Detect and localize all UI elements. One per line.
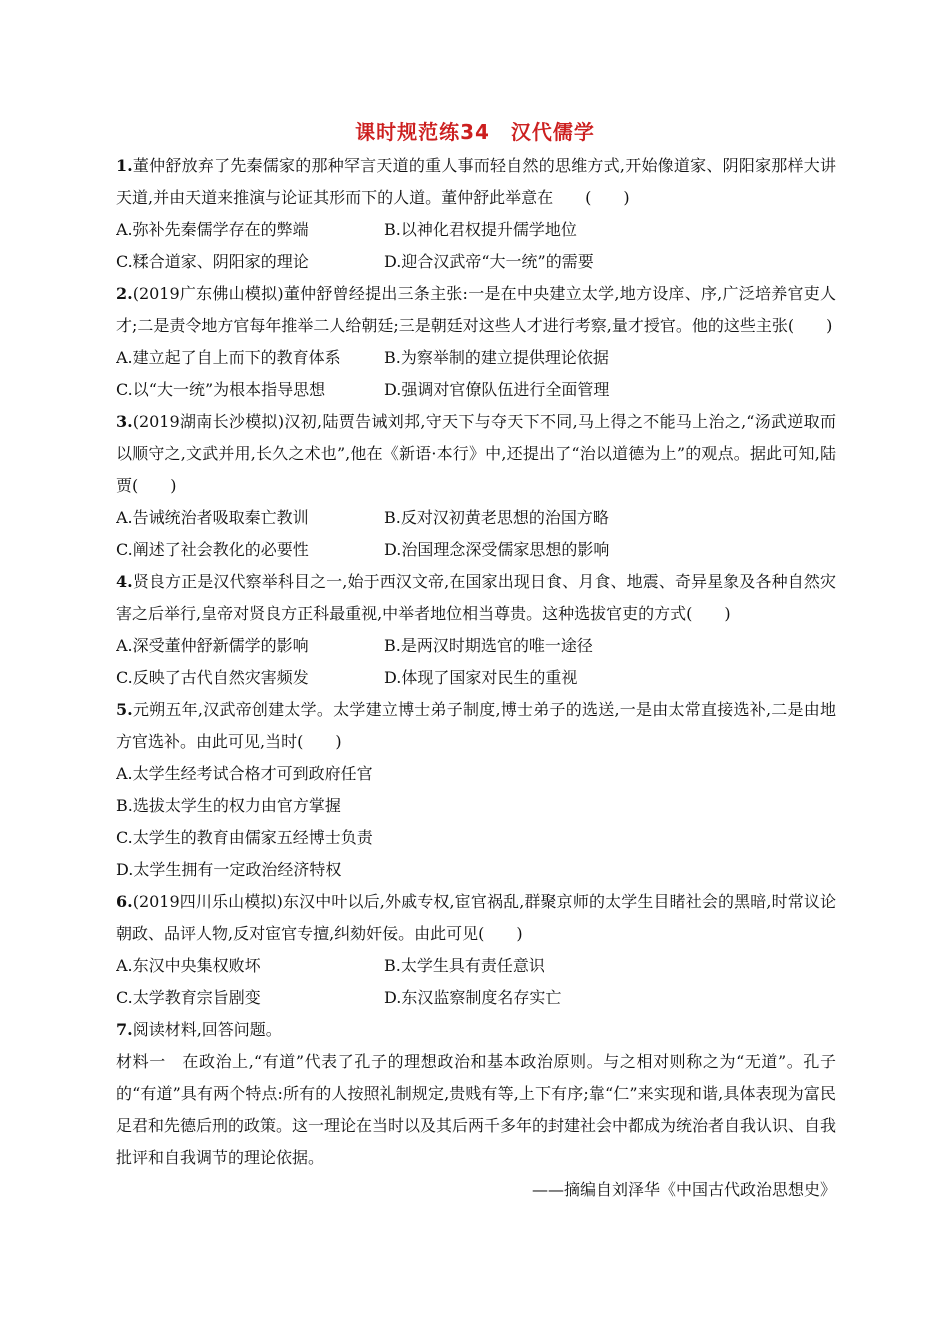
question-text: (2019四川乐山模拟)东汉中叶以后,外戚专权,宦官祸乱,群聚京师的太学生目睹社会的黑暗,时常议论朝政、品评人物,反对宦官专擅,纠劾奸佞。由此可见( ) bbox=[116, 892, 836, 943]
options-grid bbox=[116, 950, 836, 1014]
option-b[interactable]: B.以神化君权提升儒学地位 bbox=[384, 220, 577, 239]
option-c[interactable]: C.太学教育宗旨剧变 bbox=[116, 988, 261, 1007]
question-2 bbox=[116, 278, 836, 406]
option-b[interactable]: B.反对汉初黄老思想的治国方略 bbox=[384, 508, 609, 527]
option-d[interactable]: D.东汉监察制度名存实亡 bbox=[384, 988, 562, 1007]
option-c[interactable]: C.太学生的教育由儒家五经博士负责 bbox=[116, 828, 373, 847]
question-text: (2019广东佛山模拟)董仲舒曾经提出三条主张:一是在中央建立太学,地方设庠、序,广泛培养官吏人才;二是责令地方官每年推举二人给朝廷;三是朝廷对这些人才进行考察,量才授官。他的这些主张( ) bbox=[116, 284, 836, 335]
question-text: 董仲舒放弃了先秦儒家的那种罕言天道的重人事而轻自然的思维方式,开始像道家、阴阳家那样大讲天道,并由天道来推演与论证其形而下的人道。董仲舒此举意在 ( ) bbox=[116, 156, 836, 207]
option-b[interactable]: B.选拔太学生的权力由官方掌握 bbox=[116, 796, 341, 815]
question-text: 阅读材料,回答问题。 bbox=[132, 1020, 282, 1039]
option-a[interactable]: A.告诫统治者吸取秦亡教训 bbox=[116, 508, 309, 527]
question-number: 5. bbox=[116, 700, 133, 719]
option-c[interactable]: C.以“大一统”为根本指导思想 bbox=[116, 380, 326, 399]
option-b[interactable]: B.太学生具有责任意识 bbox=[384, 956, 545, 975]
question-3 bbox=[116, 406, 836, 566]
question-5 bbox=[116, 694, 836, 886]
material-source: ——摘编自刘泽华《中国古代政治思想史》 bbox=[531, 1180, 836, 1199]
option-b[interactable]: B.为察举制的建立提供理论依据 bbox=[384, 348, 609, 367]
option-d[interactable]: D.迎合汉武帝“大一统”的需要 bbox=[384, 252, 594, 271]
options-grid bbox=[116, 502, 836, 566]
options-grid bbox=[116, 214, 836, 278]
question-number: 1. bbox=[116, 156, 133, 175]
option-c[interactable]: C.糅合道家、阴阳家的理论 bbox=[116, 252, 309, 271]
question-number: 6. bbox=[116, 892, 133, 911]
option-d[interactable]: D.治国理念深受儒家思想的影响 bbox=[384, 540, 610, 559]
question-number: 4. bbox=[116, 572, 133, 591]
question-6 bbox=[116, 886, 836, 1014]
question-stem bbox=[116, 406, 836, 502]
options-grid bbox=[116, 342, 836, 406]
question-number: 2. bbox=[116, 284, 133, 303]
question-7 bbox=[116, 1014, 836, 1206]
question-number: 3. bbox=[116, 412, 133, 431]
options-grid bbox=[116, 630, 836, 694]
option-c[interactable]: C.阐述了社会教化的必要性 bbox=[116, 540, 309, 559]
option-a[interactable]: A.弥补先秦儒学存在的弊端 bbox=[116, 220, 309, 239]
question-stem bbox=[116, 566, 836, 630]
question-stem bbox=[116, 694, 836, 758]
question-text: (2019湖南长沙模拟)汉初,陆贾告诫刘邦,守天下与夺天下不同,马上得之不能马上治之,“汤武逆取而以顺守之,文武并用,长久之术也”,他在《新语·本行》中,还提出了“治以道德为上”的观点。据此可知,陆贾( ) bbox=[116, 412, 836, 495]
question-stem bbox=[116, 150, 836, 214]
option-b[interactable]: B.是两汉时期选官的唯一途径 bbox=[384, 636, 593, 655]
material-paragraph: 材料一 在政治上,“有道”代表了孔子的理想政治和基本政治原则。与之相对则称之为“无道”。孔子的“有道”具有两个特点:所有的人按照礼制规定,贵贱有等,上下有序;靠“仁”来实现和谐,具体表现为富民足君和先德后刑的政策。这一理论在当时以及其后两千多年的封建社会中都成为统治者自我认识、自我批评和自我调节的理论依据。 bbox=[116, 1052, 837, 1167]
option-c[interactable]: C.反映了古代自然灾害频发 bbox=[116, 668, 309, 687]
question-stem bbox=[116, 1014, 836, 1046]
options-list bbox=[116, 758, 836, 886]
question-list bbox=[116, 150, 836, 1206]
option-d[interactable]: D.太学生拥有一定政治经济特权 bbox=[116, 860, 342, 879]
option-a[interactable]: A.太学生经考试合格才可到政府任官 bbox=[116, 764, 373, 783]
page-title: 课时规范练34 汉代儒学 bbox=[355, 120, 595, 144]
question-number: 7. bbox=[116, 1020, 133, 1039]
question-stem bbox=[116, 886, 836, 950]
question-stem bbox=[116, 278, 836, 342]
option-a[interactable]: A.建立起了自上而下的教育体系 bbox=[116, 348, 341, 367]
question-text: 元朔五年,汉武帝创建太学。太学建立博士弟子制度,博士弟子的选送,一是由太常直接选补,二是由地方官选补。由此可见,当时( ) bbox=[116, 700, 836, 751]
question-text: 贤良方正是汉代察举科目之一,始于西汉文帝,在国家出现日食、月食、地震、奇异星象及各种自然灾害之后举行,皇帝对贤良方正科最重视,中举者地位相当尊贵。这种选拔官吏的方式( ) bbox=[116, 572, 836, 623]
option-a[interactable]: A.东汉中央集权败坏 bbox=[116, 956, 261, 975]
option-d[interactable]: D.体现了国家对民生的重视 bbox=[384, 668, 578, 687]
option-a[interactable]: A.深受董仲舒新儒学的影响 bbox=[116, 636, 309, 655]
option-d[interactable]: D.强调对官僚队伍进行全面管理 bbox=[384, 380, 610, 399]
question-4 bbox=[116, 566, 836, 694]
question-1 bbox=[116, 150, 836, 278]
